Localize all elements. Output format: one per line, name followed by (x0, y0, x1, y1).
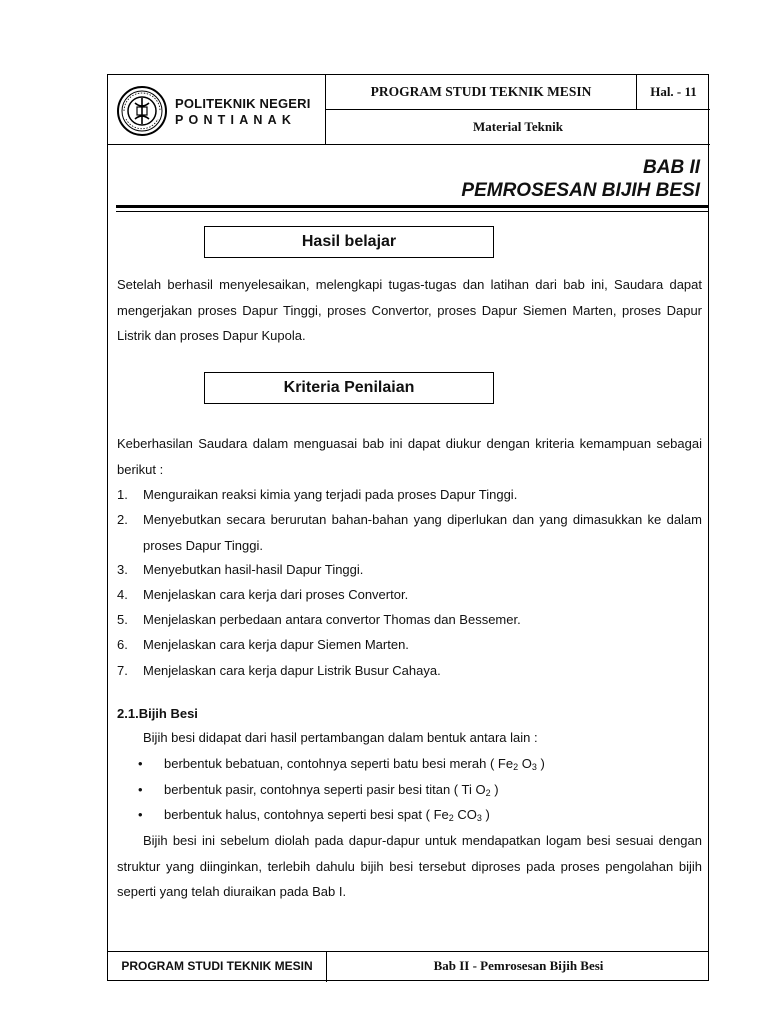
learning-outcome-heading: Hasil belajar (204, 226, 494, 258)
bullet-item (138, 802, 490, 831)
criteria-item (117, 557, 702, 583)
criteria-item (117, 607, 702, 633)
bullet-item (138, 751, 545, 780)
criteria-heading: Kriteria Penilaian (204, 372, 494, 404)
formula-part: Fe (497, 756, 514, 771)
section-number: 2.1. (117, 706, 139, 721)
criteria-item (117, 482, 702, 508)
header-program: PROGRAM STUDI TEKNIK MESIN (326, 75, 637, 110)
criteria-item-number: 1. (117, 487, 128, 502)
page-frame (107, 74, 709, 981)
bullet-icon: • (138, 782, 143, 797)
formula-close: ) (490, 782, 499, 797)
formula-subscript: 3 (531, 762, 537, 772)
chapter-title: PEMROSESAN BIJIH BESI (461, 180, 700, 201)
criteria-item (117, 658, 702, 684)
institution-name-line2: PONTIANAK (175, 113, 297, 127)
formula-part: CO (453, 807, 477, 822)
criteria-item-text: Menjelaskan cara kerja dapur Listrik Busur Cahaya. (143, 663, 441, 678)
criteria-item-number: 3. (117, 562, 128, 577)
header-logo-cell (108, 75, 326, 145)
formula-close: ) (536, 756, 545, 771)
criteria-item-text: Menguraikan reaksi kimia yang terjadi pada proses Dapur Tinggi. (143, 487, 518, 502)
criteria-item-number: 4. (117, 587, 128, 602)
institution-name-line1: POLITEKNIK NEGERI (175, 96, 311, 111)
learning-outcome-text: Setelah berhasil menyelesaikan, melengkapi tugas-tugas dan latihan dari bab ini, Saudara dapat mengerjakan proses Dapur Tinggi, proses Convertor, proses Dapur Siemen Marten, proses Dapur Listrik dan proses Dapur Kupola. (117, 277, 702, 343)
formula-subscript: 2 (513, 762, 519, 772)
section-closing: Bijih besi ini sebelum diolah pada dapur-dapur untuk mendapatkan logam besi sesuai dengan struktur yang diinginkan, terlebih dahulu bijih besi tersebut diproses pada proses pengolahan bijih seperti yang telah diuraikan pada Bab I. (117, 833, 702, 899)
formula-part: Ti O (461, 782, 486, 797)
chapter-rule-thin (116, 211, 708, 212)
header-page-number: Hal. - 11 (637, 75, 710, 110)
bullet-icon: • (138, 807, 143, 822)
polytechnic-seal-icon (116, 85, 168, 137)
formula-part: Fe (433, 807, 449, 822)
criteria-item-text: Menyebutkan secara berurutan bahan-bahan yang diperlukan dan yang dimasukkan ke dalam proses Dapur Tinggi. (143, 512, 702, 553)
bullet-icon: • (138, 756, 143, 771)
criteria-item-text: Menyebutkan hasil-hasil Dapur Tinggi. (143, 562, 364, 577)
criteria-intro: Keberhasilan Saudara dalam menguasai bab ini dapat diukur dengan kriteria kemampuan sebagai berikut : (117, 436, 702, 477)
header-subject: Material Teknik (326, 110, 710, 145)
bullet-text: berbentuk halus, contohnya seperti besi spat ( (164, 807, 434, 822)
bullet-text: berbentuk bebatuan, contohnya seperti batu besi merah ( (164, 756, 498, 771)
criteria-item-number: 6. (117, 637, 128, 652)
bullet-text: berbentuk pasir, contohnya seperti pasir besi titan ( (164, 782, 462, 797)
criteria-item-number: 5. (117, 612, 128, 627)
footer-chapter: Bab II - Pemrosesan Bijih Besi (433, 958, 604, 973)
formula-subscript: 2 (485, 788, 491, 798)
section-intro: Bijih besi didapat dari hasil pertambangan dalam bentuk antara lain : (143, 730, 538, 745)
criteria-item-text: Menjelaskan cara kerja dapur Siemen Marten. (143, 637, 409, 652)
section-heading (117, 706, 198, 721)
criteria-item-text: Menjelaskan cara kerja dari proses Convertor. (143, 587, 409, 602)
criteria-item-text: Menjelaskan perbedaan antara convertor Thomas dan Bessemer. (143, 612, 521, 627)
formula-subscript: 2 (448, 813, 454, 823)
footer-program: PROGRAM STUDI TEKNIK MESIN (108, 951, 327, 982)
section-title: Bijih Besi (138, 706, 198, 721)
criteria-item (117, 632, 702, 658)
formula-subscript: 3 (476, 813, 482, 823)
formula-close: ) (481, 807, 490, 822)
criteria-item (117, 507, 702, 558)
criteria-item-number: 2. (117, 512, 128, 527)
formula-part: O (518, 756, 532, 771)
criteria-item (117, 582, 702, 608)
chapter-rule-thick (116, 205, 708, 208)
chapter-number: BAB II (643, 157, 700, 178)
criteria-item-number: 7. (117, 663, 128, 678)
